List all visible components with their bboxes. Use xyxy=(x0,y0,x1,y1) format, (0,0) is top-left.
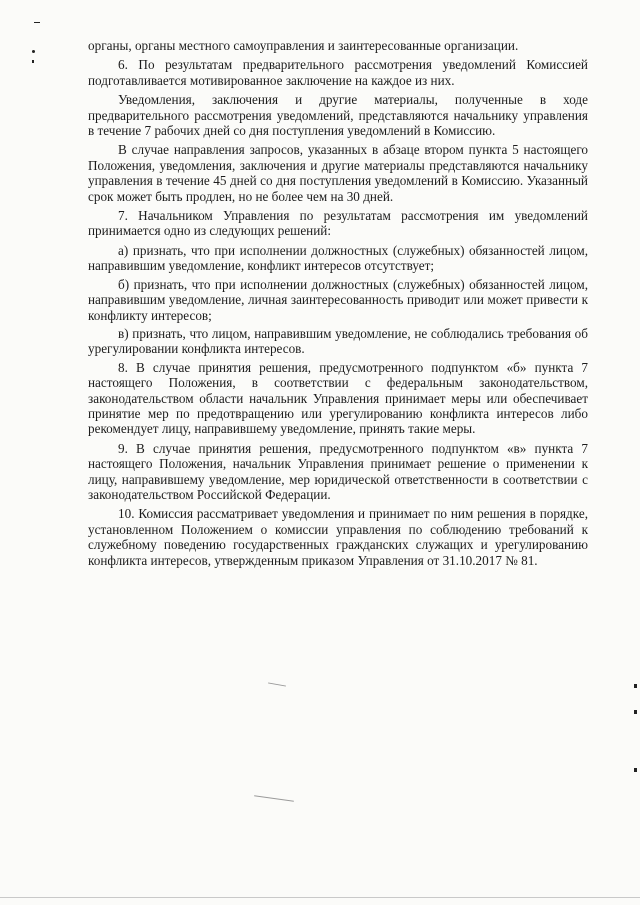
scan-artifact xyxy=(268,682,286,686)
scan-mark xyxy=(34,22,40,23)
scan-mark xyxy=(634,768,637,772)
paragraph-7: 7. Начальником Управления по результатам рассмотрения им уведомлений принимается одно из следующих решений: xyxy=(88,208,588,239)
scan-mark xyxy=(634,710,637,714)
scan-mark xyxy=(32,60,34,63)
paragraph-8: 8. В случае принятия решения, предусмотренного подпунктом «б» пункта 7 настоящего Положения, в соответствии с федеральным законодательством, законодательством области начальник Управления принимает меры или обеспечивает принятие мер по предотвращению или урегулированию конфликта интересов либо рекомендует лицу, направившему уведомление, принять такие меры. xyxy=(88,359,588,437)
paragraph-6-notifications: Уведомления, заключения и другие материалы, полученные в ходе предварительного рассмотрения уведомлений, представляются начальнику управления в течение 7 рабочих дней со дня поступления уведомлений в Комиссию. xyxy=(88,92,588,139)
paragraph-10: 10. Комиссия рассматривает уведомления и принимает по ним решения в порядке, установленном Положением о комиссии управления по соблюдению требований к служебному поведению государственных гражданских служащих и урегулированию конфликта интересов, утвержденным приказом Управления от 31.10.2017 № 81. xyxy=(88,506,588,568)
scan-artifact xyxy=(254,795,294,802)
paragraph-continuation: органы, органы местного самоуправления и заинтересованные организации. xyxy=(88,38,519,53)
paragraph-7-c: в) признать, что лицом, направившим уведомление, не соблюдались требования об урегулировании конфликта интересов. xyxy=(88,325,588,357)
page-bottom-edge xyxy=(0,897,640,898)
scan-mark xyxy=(634,684,637,688)
document-page xyxy=(88,38,588,572)
paragraph-7-a: а) признать, что при исполнении должностных (служебных) обязанностей лицом, направившим уведомление, конфликт интересов отсутствует; xyxy=(88,242,588,274)
paragraph-7-b: б) признать, что при исполнении должностных (служебных) обязанностей лицом, направившим уведомление, личная заинтересованность приводит или может привести к конфликту интересов; xyxy=(88,276,588,323)
paragraph-9: 9. В случае принятия решения, предусмотренного подпунктом «в» пункта 7 настоящего Положения, начальник Управления принимает решение о применении к лицу, направившему уведомление, мер юридической ответственности в соответствии с законодательством Российской Федерации. xyxy=(88,440,588,502)
scan-mark xyxy=(32,50,35,53)
paragraph-6-requests: В случае направления запросов, указанных в абзаце втором пункта 5 настоящего Положения, уведомления, заключения и другие материалы представляются начальнику управления в течение 45 дней со дня поступления уведомлений в Комиссию. Указанный срок может быть продлен, но не более чем на 30 дней. xyxy=(88,142,588,204)
paragraph-6: 6. По результатам предварительного рассмотрения уведомлений Комиссией подготавливается мотивированное заключение на каждое из них. xyxy=(88,57,588,88)
